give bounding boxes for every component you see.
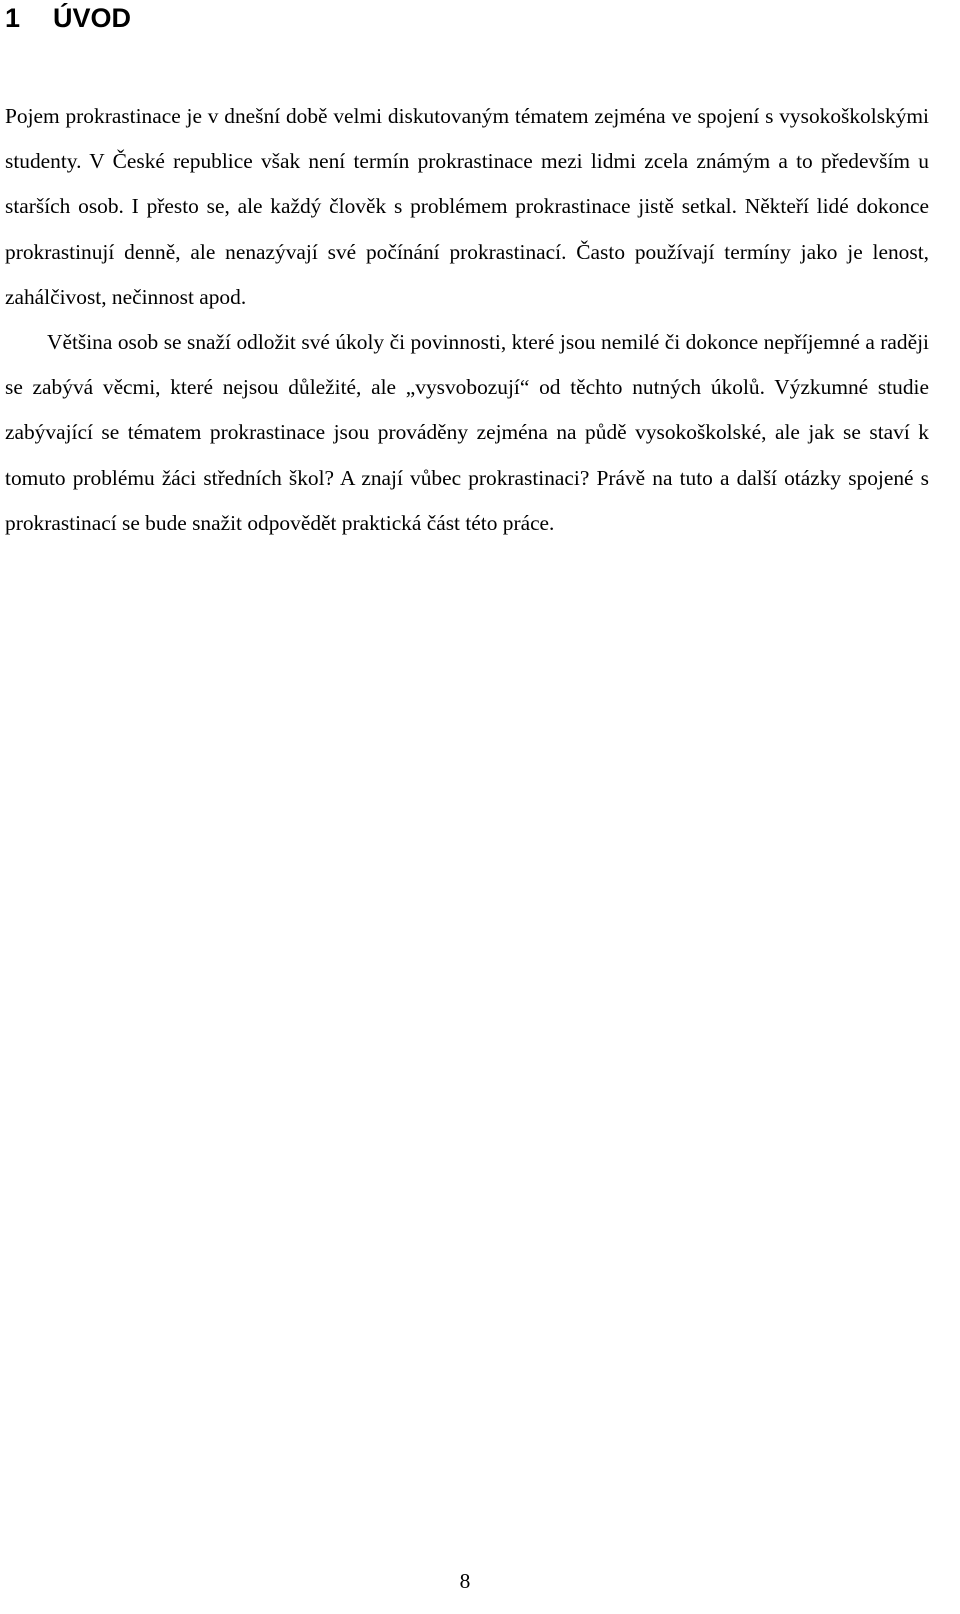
- page-number: 8: [459, 1569, 471, 1593]
- chapter-heading: [5, 0, 131, 36]
- chapter-number: 1: [5, 3, 21, 33]
- body-text: [5, 94, 929, 546]
- chapter-title: ÚVOD: [53, 3, 132, 33]
- paragraph-1: Pojem prokrastinace je v dnešní době velmi diskutovaným tématem zejména ve spojení s vysokoškolskými studenty. V České republice však není termín prokrastinace mezi lidmi zcela známým a to především u starších osob. I přesto se, ale každý člověk s problémem prokrastinace jistě setkal. Někteří lidé dokonce prokrastinují denně, ale nenazývají své počínání prokrastinací. Často používají termíny jako je lenost, zahálčivost, nečinnost apod.: [5, 104, 929, 309]
- paragraph-2: Většina osob se snaží odložit své úkoly či povinnosti, které jsou nemilé či dokonce nepříjemné a raději se zabývá věcmi, které nejsou důležité, ale „vysvobozují“ od těchto nutných úkolů. Výzkumné studie zabývající se tématem prokrastinace jsou prováděny zejména na půdě vysokoškolské, ale jak se staví k tomuto problému žáci středních škol? A znají vůbec prokrastinaci? Právě na tuto a další otázky spojené s prokrastinací se bude snažit odpovědět praktická část této práce.: [5, 330, 929, 535]
